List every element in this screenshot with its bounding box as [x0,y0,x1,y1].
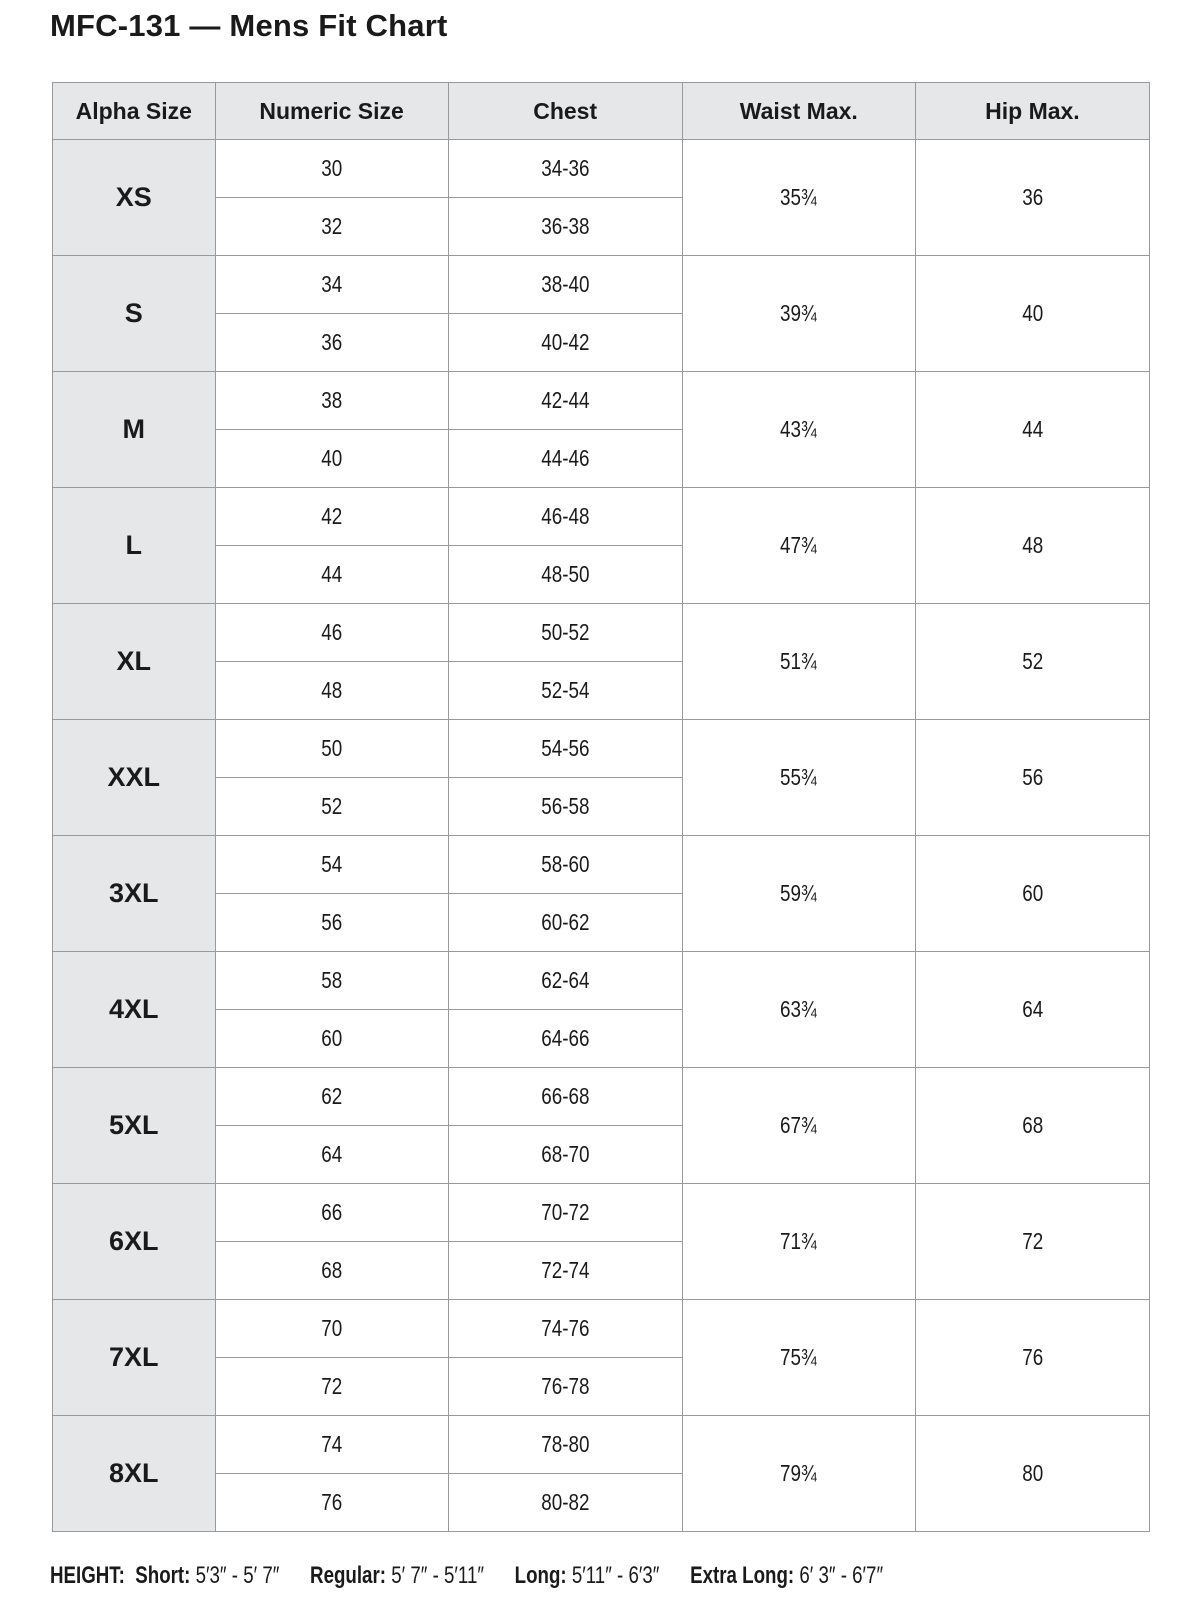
chest-cell-text: 68-70 [541,1141,590,1167]
chest-cell [448,662,682,720]
numeric-size-cell [215,314,448,372]
alpha-size-cell: L [53,488,216,604]
table-row [53,1184,1150,1242]
alpha-size-cell: 8XL [53,1416,216,1532]
table-body [53,140,1150,1532]
chest-cell [448,256,682,314]
numeric-size-cell-text: 36 [321,329,343,355]
hip-max-cell [915,1300,1149,1416]
waist-max-cell [682,836,915,952]
numeric-size-cell-text: 62 [321,1083,343,1109]
waist-max-cell-text: 71¾ [780,1228,818,1254]
alpha-size-cell: 3XL [53,836,216,952]
alpha-size-cell: XL [53,604,216,720]
numeric-size-cell [215,430,448,488]
waist-max-cell-text: 43¾ [780,416,818,442]
table-row [53,488,1150,546]
chest-cell-text: 56-58 [541,793,590,819]
waist-max-cell-text: 67¾ [780,1112,818,1138]
hip-max-cell-text: 56 [1021,764,1043,790]
hip-max-cell-text: 76 [1021,1344,1043,1370]
chest-cell [448,604,682,662]
chest-cell [448,952,682,1010]
numeric-size-cell [215,198,448,256]
numeric-size-cell-text: 70 [321,1315,343,1341]
hip-max-cell [915,836,1149,952]
numeric-size-cell [215,952,448,1010]
hip-max-cell-text: 60 [1021,880,1043,906]
numeric-size-cell-text: 60 [321,1025,343,1051]
numeric-size-cell-text: 52 [321,793,343,819]
waist-max-cell-text: 79¾ [780,1460,818,1486]
chest-cell-text: 62-64 [541,967,590,993]
column-header-numeric-size: Numeric Size [215,83,448,140]
numeric-size-cell-text: 68 [321,1257,343,1283]
table-row [53,256,1150,314]
numeric-size-cell [215,778,448,836]
numeric-size-cell-text: 54 [321,851,343,877]
numeric-size-cell [215,1010,448,1068]
hip-max-cell-text: 52 [1021,648,1043,674]
chest-cell [448,372,682,430]
waist-max-cell [682,952,915,1068]
column-header-hip-max: Hip Max. [915,83,1149,140]
numeric-size-cell-text: 56 [321,909,343,935]
chest-cell [448,1474,682,1532]
numeric-size-cell [215,372,448,430]
table-row [53,1416,1150,1474]
extra-long-label: Extra Long: [690,1562,795,1589]
hip-max-cell-text: 72 [1021,1228,1043,1254]
hip-max-cell-text: 64 [1021,996,1043,1022]
short-label: Short: [135,1562,191,1589]
numeric-size-cell [215,1474,448,1532]
short-value: 5′3″ - 5′ 7″ [195,1562,280,1589]
chest-cell-text: 70-72 [541,1199,590,1225]
chest-cell-text: 58-60 [541,851,590,877]
numeric-size-cell [215,604,448,662]
waist-max-cell-text: 59¾ [780,880,818,906]
hip-max-cell [915,720,1149,836]
numeric-size-cell [215,488,448,546]
hip-max-cell-text: 44 [1021,416,1043,442]
table-header [53,83,1150,140]
hip-max-cell [915,952,1149,1068]
numeric-size-cell-text: 76 [321,1489,343,1515]
numeric-size-cell [215,546,448,604]
chest-cell [448,430,682,488]
column-header-alpha-size: Alpha Size [53,83,216,140]
chest-cell [448,140,682,198]
alpha-size-cell: 6XL [53,1184,216,1300]
table-row [53,1300,1150,1358]
table-row [53,1068,1150,1126]
waist-max-cell [682,1416,915,1532]
numeric-size-cell [215,1184,448,1242]
chest-cell-text: 38-40 [541,271,590,297]
chest-cell [448,198,682,256]
numeric-size-cell [215,662,448,720]
chest-cell [448,1184,682,1242]
chest-cell [448,836,682,894]
numeric-size-cell-text: 32 [321,213,343,239]
chest-cell [448,1300,682,1358]
chest-cell-text: 66-68 [541,1083,590,1109]
fit-chart-table [52,82,1150,1532]
numeric-size-cell-text: 38 [321,387,343,413]
waist-max-cell [682,256,915,372]
alpha-size-cell: 7XL [53,1300,216,1416]
numeric-size-cell-text: 74 [321,1431,343,1457]
hip-max-cell [915,372,1149,488]
extra-long-value: 6′ 3″ - 6′7″ [799,1562,884,1589]
numeric-size-cell-text: 48 [321,677,343,703]
page-title: MFC-131 — Mens Fit Chart [50,8,448,43]
waist-max-cell-text: 63¾ [780,996,818,1022]
hip-max-cell-text: 68 [1021,1112,1043,1138]
numeric-size-cell [215,720,448,778]
numeric-size-cell-text: 66 [321,1199,343,1225]
long-value: 5′11″ - 6′3″ [571,1562,660,1589]
waist-max-cell [682,1068,915,1184]
waist-max-cell-text: 47¾ [780,532,818,558]
hip-max-cell [915,256,1149,372]
chest-cell [448,720,682,778]
waist-max-cell [682,372,915,488]
chest-cell [448,778,682,836]
height-label: HEIGHT: [50,1562,125,1589]
waist-max-cell [682,1300,915,1416]
hip-max-cell [915,604,1149,720]
table-row [53,952,1150,1010]
header-row [53,83,1150,140]
chest-cell-text: 40-42 [541,329,590,355]
hip-max-cell-text: 80 [1021,1460,1043,1486]
chest-cell [448,314,682,372]
numeric-size-cell [215,1068,448,1126]
chest-cell-text: 76-78 [541,1373,590,1399]
numeric-size-cell [215,256,448,314]
waist-max-cell [682,604,915,720]
waist-max-cell [682,1184,915,1300]
hip-max-cell [915,140,1149,256]
waist-max-cell-text: 55¾ [780,764,818,790]
chest-cell [448,1126,682,1184]
waist-max-cell [682,140,915,256]
chest-cell [448,894,682,952]
chest-cell-text: 50-52 [541,619,590,645]
waist-max-cell [682,720,915,836]
alpha-size-cell: XXL [53,720,216,836]
chest-cell-text: 78-80 [541,1431,590,1457]
numeric-size-cell-text: 30 [321,155,343,181]
numeric-size-cell-text: 50 [321,735,343,761]
chest-cell [448,1416,682,1474]
regular-label: Regular: [310,1562,386,1589]
chest-cell-text: 42-44 [541,387,590,413]
numeric-size-cell [215,894,448,952]
waist-max-cell [682,488,915,604]
numeric-size-cell-text: 64 [321,1141,343,1167]
numeric-size-cell [215,1358,448,1416]
waist-max-cell-text: 51¾ [780,648,818,674]
numeric-size-cell [215,1416,448,1474]
numeric-size-cell-text: 46 [321,619,343,645]
table-row [53,836,1150,894]
table-row [53,604,1150,662]
chest-cell [448,488,682,546]
chest-cell [448,1068,682,1126]
hip-max-cell-text: 48 [1021,532,1043,558]
chest-cell [448,546,682,604]
alpha-size-cell: 5XL [53,1068,216,1184]
chest-cell-text: 44-46 [541,445,590,471]
numeric-size-cell-text: 72 [321,1373,343,1399]
waist-max-cell-text: 39¾ [780,300,818,326]
hip-max-cell [915,1068,1149,1184]
hip-max-cell [915,488,1149,604]
alpha-size-cell: M [53,372,216,488]
column-header-chest: Chest [448,83,682,140]
chest-cell-text: 60-62 [541,909,590,935]
long-label: Long: [514,1562,567,1589]
waist-max-cell-text: 75¾ [780,1344,818,1370]
hip-max-cell-text: 36 [1021,184,1043,210]
chest-cell-text: 46-48 [541,503,590,529]
chest-cell-text: 34-36 [541,155,590,181]
table-row [53,372,1150,430]
chest-cell-text: 64-66 [541,1025,590,1051]
chest-cell-text: 52-54 [541,677,590,703]
numeric-size-cell-text: 58 [321,967,343,993]
table-row [53,720,1150,778]
numeric-size-cell-text: 34 [321,271,343,297]
chest-cell [448,1010,682,1068]
hip-max-cell [915,1416,1149,1532]
chest-cell-text: 72-74 [541,1257,590,1283]
table-row [53,140,1150,198]
height-legend [50,1562,1118,1590]
alpha-size-cell: XS [53,140,216,256]
waist-max-cell-text: 35¾ [780,184,818,210]
numeric-size-cell [215,140,448,198]
chest-cell [448,1242,682,1300]
chest-cell-text: 54-56 [541,735,590,761]
chest-cell-text: 48-50 [541,561,590,587]
numeric-size-cell-text: 42 [321,503,343,529]
chest-cell-text: 36-38 [541,213,590,239]
hip-max-cell [915,1184,1149,1300]
chest-cell-text: 74-76 [541,1315,590,1341]
chest-cell [448,1358,682,1416]
alpha-size-cell: 4XL [53,952,216,1068]
numeric-size-cell [215,1126,448,1184]
numeric-size-cell [215,1300,448,1358]
alpha-size-cell: S [53,256,216,372]
regular-value: 5′ 7″ - 5′11″ [391,1562,484,1589]
chest-cell-text: 80-82 [541,1489,590,1515]
hip-max-cell-text: 40 [1021,300,1043,326]
numeric-size-cell [215,836,448,894]
column-header-waist-max: Waist Max. [682,83,915,140]
numeric-size-cell-text: 40 [321,445,343,471]
numeric-size-cell [215,1242,448,1300]
numeric-size-cell-text: 44 [321,561,343,587]
